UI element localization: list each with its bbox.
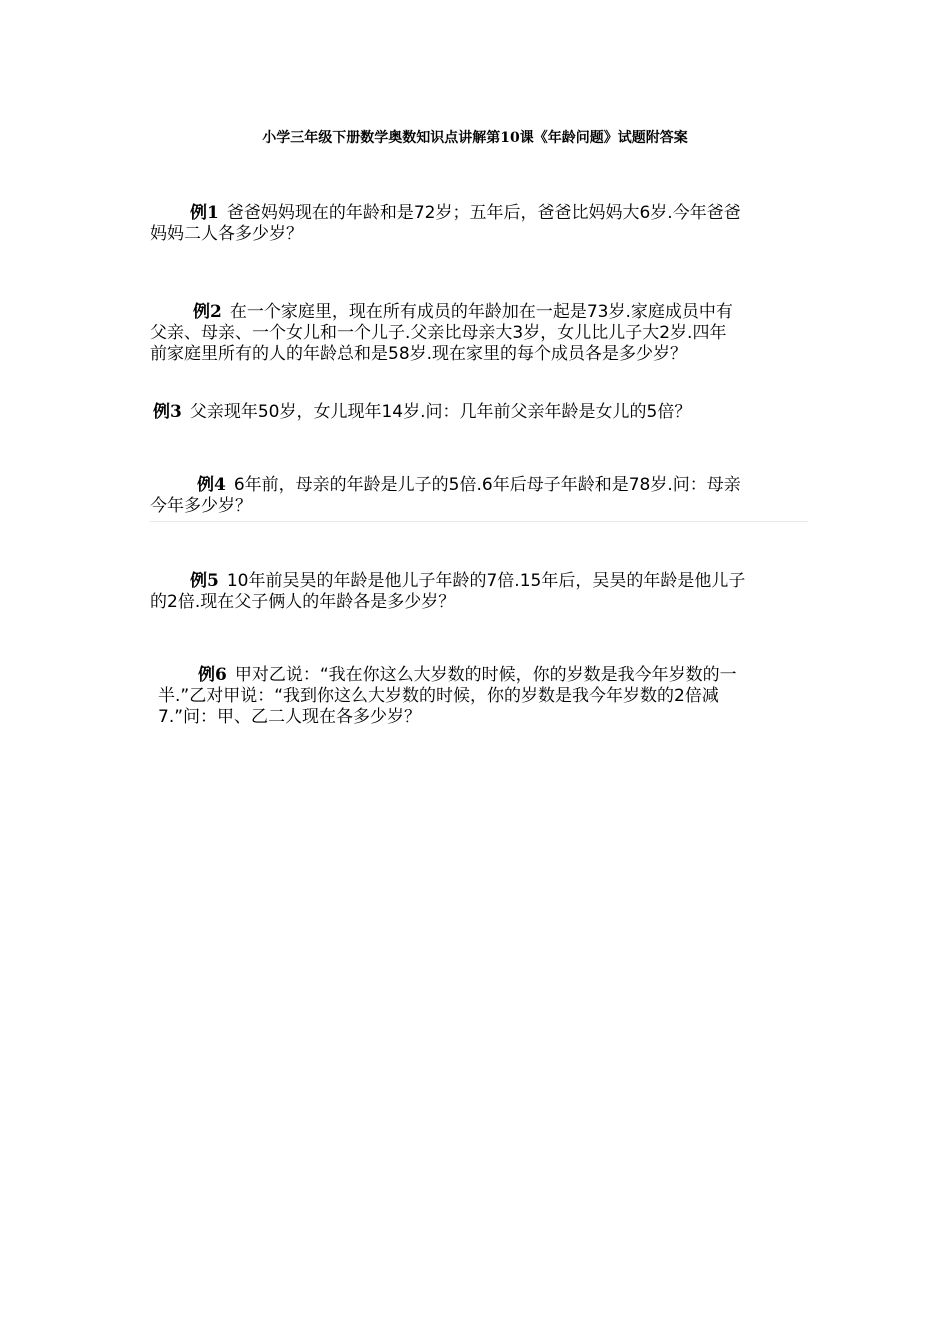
problem-1-text-2: 妈妈二人各多少岁？ (150, 224, 303, 244)
problem-3-label: 例3 (153, 402, 182, 422)
divider-line (150, 521, 808, 522)
problem-6-text-1: 甲对乙说：“我在你这么大岁数的时候，你的岁数是我今年岁数的一 (234, 665, 737, 685)
problem-5-line-1 (150, 571, 745, 592)
problem-3-line-1 (153, 402, 691, 423)
problem-6-label: 例6 (198, 665, 227, 685)
problem-5 (150, 571, 745, 613)
problem-4-label: 例4 (197, 475, 226, 495)
problem-2-label: 例2 (193, 302, 222, 322)
problem-4-text-2: 今年多少岁？ (150, 496, 252, 516)
problem-1-line-1 (150, 203, 741, 224)
problem-1-text-1: 爸爸妈妈现在的年龄和是72岁；五年后，爸爸比妈妈大6岁.今年爸爸 (226, 203, 741, 223)
problem-2-text-3: 前家庭里所有的人的年龄总和是58岁.现在家里的每个成员各是多少岁？ (150, 344, 688, 364)
problem-2-text-2: 父亲、母亲、一个女儿和一个儿子.父亲比母亲大3岁，女儿比儿子大2岁.四年 (150, 323, 727, 343)
problem-6 (158, 665, 737, 728)
problem-5-text-1: 10年前吴昊的年龄是他儿子年龄的7倍.15年后，吴昊的年龄是他儿子 (226, 571, 746, 591)
problem-4-line-1 (150, 475, 741, 496)
problem-3 (153, 402, 691, 423)
problem-1-label: 例1 (190, 203, 219, 223)
problem-5-label: 例5 (190, 571, 219, 591)
problem-2-text-1: 在一个家庭里，现在所有成员的年龄加在一起是73岁.家庭成员中有 (229, 302, 733, 322)
problem-4 (150, 475, 741, 517)
problem-3-text-1: 父亲现年50岁，女儿现年14岁.问：几年前父亲年龄是女儿的5倍？ (189, 402, 692, 422)
problem-6-text-2: 半.”乙对甲说：“我到你这么大岁数的时候，你的岁数是我今年岁数的2倍减 (158, 686, 719, 706)
document-title: 小学三年级下册数学奥数知识点讲解第10课《年龄问题》试题附答案 (262, 130, 688, 146)
problem-6-text-3: 7.”问：甲、乙二人现在各多少岁？ (158, 707, 422, 727)
problem-4-text-1: 6年前，母亲的年龄是儿子的5倍.6年后母子年龄和是78岁.问：母亲 (233, 475, 741, 495)
problem-2 (150, 302, 733, 365)
problem-5-text-2: 的2倍.现在父子俩人的年龄各是多少岁？ (150, 592, 456, 612)
problem-1 (150, 203, 741, 245)
problem-6-line-1 (158, 665, 737, 686)
problem-2-line-1 (150, 302, 733, 323)
